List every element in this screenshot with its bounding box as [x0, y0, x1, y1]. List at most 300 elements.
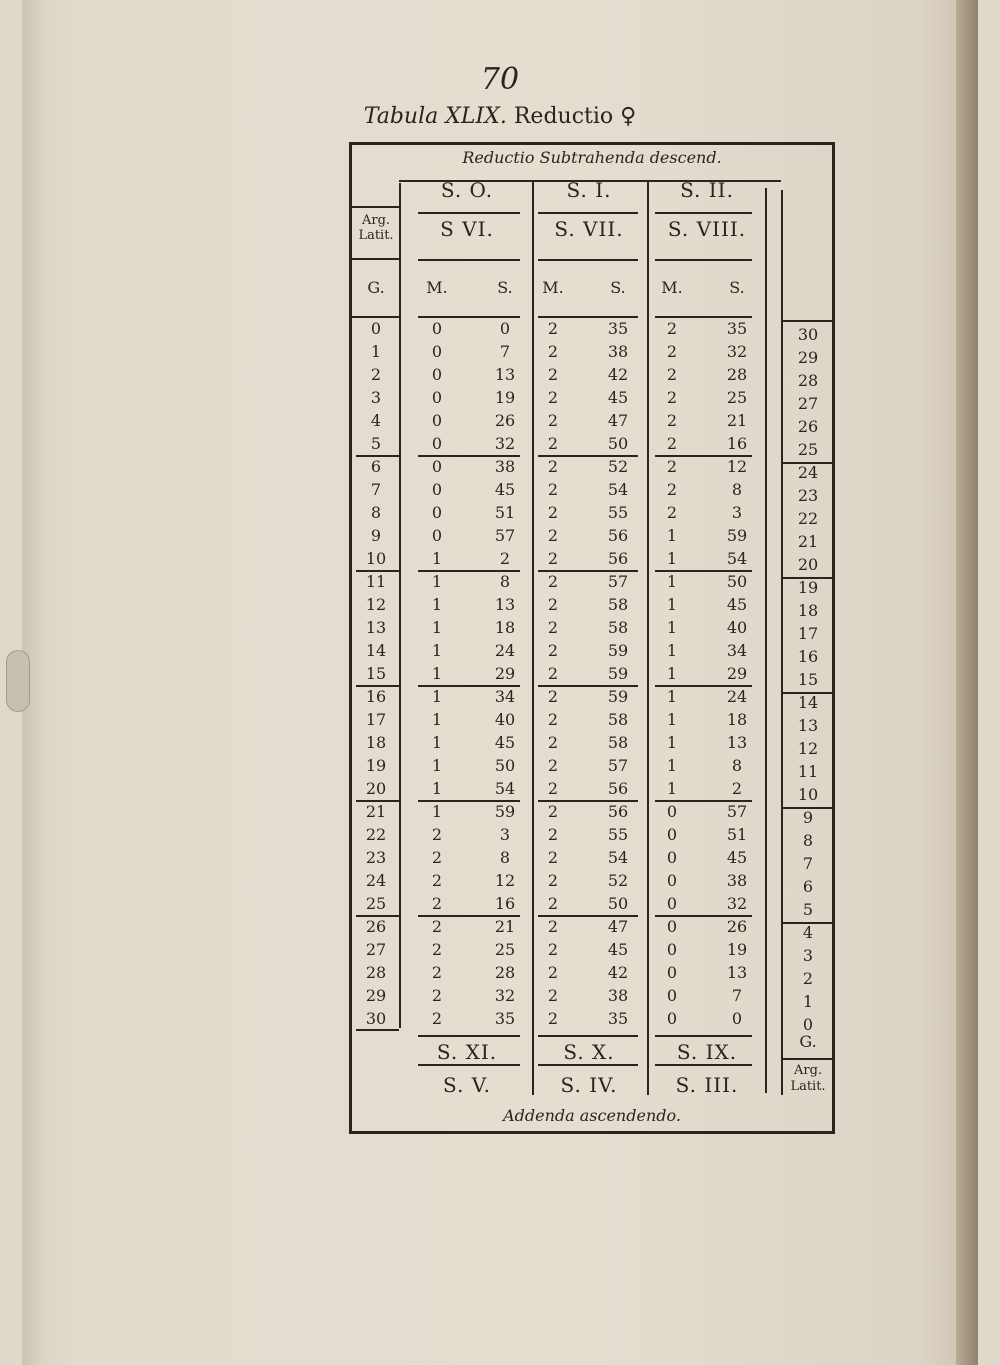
seconds-value: 19	[726, 940, 748, 959]
minutes-value: 0	[431, 365, 443, 384]
seconds-value: 34	[726, 641, 748, 660]
arg-degree: 3	[370, 388, 382, 407]
minutes-value: 0	[431, 526, 443, 545]
seconds-value: 8	[731, 480, 743, 499]
minutes-value: 1	[431, 802, 443, 821]
arg-degree: 14	[365, 641, 387, 660]
seconds-value: 45	[726, 848, 748, 867]
data-end-rule	[655, 1035, 752, 1037]
minutes-value: 2	[666, 411, 678, 430]
minutes-value: 1	[431, 641, 443, 660]
minutes-value: 1	[431, 618, 443, 637]
seconds-value: 8	[731, 756, 743, 775]
minutes-value: 2	[431, 986, 443, 1005]
seconds-value: 38	[726, 871, 748, 890]
seconds-value: 54	[726, 549, 748, 568]
right-degrees-header: G.	[799, 1032, 817, 1051]
minutes-value: 2	[547, 411, 559, 430]
sign-top-1: S. O.	[440, 178, 494, 202]
arg-degree: 22	[365, 825, 387, 844]
minutes-value: 0	[666, 802, 678, 821]
header-rule	[655, 316, 752, 318]
seconds-value: 28	[726, 365, 748, 384]
sign-bottom-1: S. X.	[563, 1040, 615, 1064]
minutes-value: 2	[547, 549, 559, 568]
arg-degree: 16	[365, 687, 387, 706]
minutes-value: 0	[666, 1009, 678, 1028]
seconds-value: 59	[726, 526, 748, 545]
minutes-value: 2	[547, 434, 559, 453]
seconds-value: 57	[607, 756, 629, 775]
minutes-value: 1	[431, 687, 443, 706]
minutes-value: 2	[547, 848, 559, 867]
minutes-value: 0	[666, 871, 678, 890]
arg-degree-ascending: 21	[797, 532, 819, 551]
minutes-value: 2	[666, 342, 678, 361]
minutes-value: 2	[547, 986, 559, 1005]
seconds-value: 45	[726, 595, 748, 614]
minutes-value: 2	[431, 963, 443, 982]
arg-degree: 1	[370, 342, 382, 361]
minutes-value: 1	[431, 779, 443, 798]
arg-degree: 19	[365, 756, 387, 775]
seconds-value: 51	[726, 825, 748, 844]
seconds-value: 55	[607, 503, 629, 522]
arg-degree-ascending: 6	[802, 877, 814, 896]
minutes-value: 0	[431, 480, 443, 499]
minutes-header: M.	[661, 278, 683, 297]
seconds-value: 25	[726, 388, 748, 407]
minutes-value: 1	[666, 618, 678, 637]
sign-bottom-2: S. V.	[442, 1073, 492, 1097]
seconds-value: 42	[607, 365, 629, 384]
arg-degree: 9	[370, 526, 382, 545]
minutes-value: 2	[547, 963, 559, 982]
sign-top-2: S. VIII.	[667, 217, 747, 241]
minutes-value: 2	[547, 388, 559, 407]
group-rule-2	[647, 180, 649, 1095]
arg-degree-ascending: 18	[797, 601, 819, 620]
minutes-value: 0	[431, 388, 443, 407]
seconds-value: 57	[494, 526, 516, 545]
arg-degree-ascending: 13	[797, 716, 819, 735]
minutes-value: 2	[666, 319, 678, 338]
minutes-value: 1	[431, 710, 443, 729]
right-header-rule	[781, 320, 835, 322]
seconds-value: 45	[607, 388, 629, 407]
minutes-value: 0	[431, 411, 443, 430]
seconds-header: S.	[729, 278, 745, 297]
minutes-header: M.	[542, 278, 564, 297]
arg-degree: 11	[365, 572, 387, 591]
seconds-value: 35	[607, 319, 629, 338]
minutes-value: 1	[666, 595, 678, 614]
seconds-value: 56	[607, 526, 629, 545]
seconds-value: 59	[607, 641, 629, 660]
sign-bottom-rule	[655, 1064, 752, 1066]
minutes-value: 1	[666, 756, 678, 775]
right-header-rule	[781, 1058, 835, 1060]
seconds-value: 21	[726, 411, 748, 430]
minutes-value: 0	[431, 319, 443, 338]
minutes-value: 0	[431, 434, 443, 453]
minutes-value: 0	[431, 503, 443, 522]
seconds-value: 8	[499, 848, 511, 867]
minutes-value: 2	[431, 917, 443, 936]
seconds-value: 32	[726, 342, 748, 361]
minutes-value: 2	[431, 1009, 443, 1028]
minutes-value: 1	[431, 595, 443, 614]
header-rule	[418, 316, 520, 318]
seconds-value: 55	[607, 825, 629, 844]
seconds-value: 35	[494, 1009, 516, 1028]
seconds-value: 59	[607, 664, 629, 683]
seconds-value: 56	[607, 549, 629, 568]
seconds-value: 13	[726, 733, 748, 752]
arg-degree-ascending: 22	[797, 509, 819, 528]
arg-degree-ascending: 2	[802, 969, 814, 988]
seconds-value: 59	[494, 802, 516, 821]
arg-degree-ascending: 24	[797, 463, 819, 482]
seconds-value: 25	[494, 940, 516, 959]
seconds-value: 54	[607, 480, 629, 499]
left-header-rule	[349, 316, 399, 318]
seconds-value: 54	[494, 779, 516, 798]
seconds-value: 35	[607, 1009, 629, 1028]
minutes-value: 1	[666, 710, 678, 729]
seconds-value: 40	[726, 618, 748, 637]
arg-degree: 4	[370, 411, 382, 430]
data-end-rule	[356, 1029, 399, 1031]
left-header-rule	[349, 206, 399, 208]
seconds-value: 50	[607, 894, 629, 913]
seconds-value: 51	[494, 503, 516, 522]
minutes-value: 2	[547, 687, 559, 706]
seconds-value: 7	[731, 986, 743, 1005]
minutes-value: 1	[666, 687, 678, 706]
sign-underline	[655, 259, 752, 261]
table-frame	[349, 142, 835, 1134]
arg-degree-ascending: 0	[802, 1015, 814, 1034]
minutes-value: 2	[547, 917, 559, 936]
seconds-value: 56	[607, 779, 629, 798]
minutes-value: 2	[547, 342, 559, 361]
minutes-value: 0	[666, 917, 678, 936]
minutes-value: 0	[431, 342, 443, 361]
seconds-value: 58	[607, 733, 629, 752]
seconds-header: S.	[610, 278, 626, 297]
minutes-value: 2	[666, 480, 678, 499]
seconds-value: 52	[607, 871, 629, 890]
seconds-value: 57	[726, 802, 748, 821]
left-header-rule	[349, 258, 399, 260]
sign-top-2: S. VII.	[554, 217, 624, 241]
seconds-value: 3	[731, 503, 743, 522]
minutes-value: 2	[666, 434, 678, 453]
minutes-value: 2	[666, 457, 678, 476]
seconds-value: 13	[726, 963, 748, 982]
arg-degree: 21	[365, 802, 387, 821]
arg-degree: 5	[370, 434, 382, 453]
arg-degree: 0	[370, 319, 382, 338]
minutes-value: 1	[666, 572, 678, 591]
seconds-value: 24	[494, 641, 516, 660]
seconds-value: 47	[607, 917, 629, 936]
book-spine	[956, 0, 978, 1365]
seconds-value: 38	[494, 457, 516, 476]
seconds-value: 16	[494, 894, 516, 913]
arg-degree: 29	[365, 986, 387, 1005]
arg-degree: 15	[365, 664, 387, 683]
sign-bottom-rule	[538, 1064, 638, 1066]
seconds-value: 12	[726, 457, 748, 476]
arg-label: Arg.	[361, 213, 391, 228]
seconds-value: 28	[494, 963, 516, 982]
sign-underline	[418, 212, 520, 214]
seconds-value: 45	[494, 733, 516, 752]
arg-degree-ascending: 28	[797, 371, 819, 390]
sign-bottom-2: S. IV.	[560, 1073, 618, 1097]
seconds-value: 32	[726, 894, 748, 913]
arg-degree-ascending: 1	[802, 992, 814, 1011]
seconds-value: 38	[607, 986, 629, 1005]
arg-degree-ascending: 10	[797, 785, 819, 804]
group-rule-1	[532, 180, 534, 1095]
minutes-value: 1	[666, 733, 678, 752]
seconds-value: 16	[726, 434, 748, 453]
minutes-value: 2	[547, 480, 559, 499]
arg-degree-ascending: 26	[797, 417, 819, 436]
minutes-value: 2	[547, 664, 559, 683]
sign-underline	[538, 212, 638, 214]
minutes-value: 1	[431, 733, 443, 752]
seconds-value: 35	[726, 319, 748, 338]
right-column-rule	[765, 188, 767, 1093]
seconds-value: 29	[726, 664, 748, 683]
arg-degree-ascending: 7	[802, 854, 814, 873]
arg-degree: 12	[365, 595, 387, 614]
seconds-value: 47	[607, 411, 629, 430]
sign-top-1: S. I.	[566, 178, 612, 202]
sign-bottom-1: S. IX.	[676, 1040, 738, 1064]
seconds-value: 2	[731, 779, 743, 798]
minutes-value: 2	[547, 871, 559, 890]
seconds-value: 26	[494, 411, 516, 430]
minutes-value: 2	[431, 825, 443, 844]
minutes-value: 1	[431, 664, 443, 683]
minutes-value: 2	[547, 1009, 559, 1028]
arg-degree-ascending: 27	[797, 394, 819, 413]
arg-degree-ascending: 9	[802, 808, 814, 827]
seconds-value: 54	[607, 848, 629, 867]
minutes-value: 0	[666, 940, 678, 959]
arg-degree-ascending: 19	[797, 578, 819, 597]
seconds-value: 50	[494, 756, 516, 775]
left-column-rule	[399, 183, 401, 1028]
minutes-value: 2	[547, 595, 559, 614]
minutes-value: 2	[547, 365, 559, 384]
seconds-value: 58	[607, 618, 629, 637]
table-title	[0, 104, 1000, 129]
arg-degree-ascending: 25	[797, 440, 819, 459]
minutes-value: 1	[431, 572, 443, 591]
data-end-rule	[418, 1035, 520, 1037]
venus-symbol-icon: ♀	[620, 104, 637, 129]
minutes-value: 2	[431, 894, 443, 913]
minutes-value: 0	[431, 457, 443, 476]
arg-degree-ascending: 5	[802, 900, 814, 919]
minutes-value: 2	[547, 894, 559, 913]
seconds-value: 56	[607, 802, 629, 821]
arg-degree-ascending: 30	[797, 325, 819, 344]
seconds-value: 18	[494, 618, 516, 637]
minutes-value: 2	[547, 618, 559, 637]
seconds-value: 50	[726, 572, 748, 591]
arg-degree: 23	[365, 848, 387, 867]
minutes-value: 1	[666, 779, 678, 798]
sign-underline	[538, 259, 638, 261]
arg-degree: 27	[365, 940, 387, 959]
seconds-value: 59	[607, 687, 629, 706]
arg-degree-ascending: 17	[797, 624, 819, 643]
right-outer-rule	[781, 190, 783, 1095]
arg-degree: 6	[370, 457, 382, 476]
minutes-value: 2	[547, 503, 559, 522]
minutes-value: 1	[666, 549, 678, 568]
seconds-value: 34	[494, 687, 516, 706]
seconds-value: 0	[499, 319, 511, 338]
seconds-value: 38	[607, 342, 629, 361]
minutes-value: 0	[666, 963, 678, 982]
seconds-header: S.	[497, 278, 513, 297]
arg-degree-ascending: 14	[797, 693, 819, 712]
page-clip	[6, 650, 30, 712]
table-title-text: Reductio	[513, 104, 614, 129]
sign-top-2: S VI.	[440, 217, 494, 241]
seconds-value: 40	[494, 710, 516, 729]
seconds-value: 18	[726, 710, 748, 729]
minutes-value: 2	[547, 733, 559, 752]
arg-degree-ascending: 29	[797, 348, 819, 367]
minutes-value: 2	[431, 848, 443, 867]
minutes-value: 1	[431, 756, 443, 775]
sign-underline	[418, 259, 520, 261]
arg-degree-ascending: 4	[802, 923, 814, 942]
seconds-value: 13	[494, 595, 516, 614]
arg-degree-ascending: 15	[797, 670, 819, 689]
seconds-value: 8	[499, 572, 511, 591]
seconds-value: 45	[607, 940, 629, 959]
seconds-value: 52	[607, 457, 629, 476]
minutes-value: 2	[431, 871, 443, 890]
arg-degree: 10	[365, 549, 387, 568]
arg-degree-ascending: 12	[797, 739, 819, 758]
minutes-value: 1	[666, 526, 678, 545]
arg-degree: 8	[370, 503, 382, 522]
seconds-value: 24	[726, 687, 748, 706]
data-end-rule	[538, 1035, 638, 1037]
minutes-value: 1	[666, 641, 678, 660]
seconds-value: 7	[499, 342, 511, 361]
arg-degree: 7	[370, 480, 382, 499]
seconds-value: 32	[494, 434, 516, 453]
seconds-value: 12	[494, 871, 516, 890]
arg-degree: 20	[365, 779, 387, 798]
minutes-value: 2	[547, 526, 559, 545]
arg-degree: 13	[365, 618, 387, 637]
seconds-value: 2	[499, 549, 511, 568]
minutes-value: 0	[666, 848, 678, 867]
table-title-prefix: Tabula XLIX.	[363, 104, 507, 129]
minutes-header: M.	[426, 278, 448, 297]
arg-degree-ascending: 11	[797, 762, 819, 781]
sign-underline	[655, 212, 752, 214]
seconds-value: 58	[607, 710, 629, 729]
minutes-value: 2	[547, 641, 559, 660]
arg-degree: 26	[365, 917, 387, 936]
minutes-value: 2	[547, 710, 559, 729]
sign-bottom-1: S. XI.	[436, 1040, 498, 1064]
minutes-value: 2	[666, 503, 678, 522]
minutes-value: 2	[547, 940, 559, 959]
arg-degree: 30	[365, 1009, 387, 1028]
minutes-value: 2	[547, 779, 559, 798]
minutes-value: 0	[666, 986, 678, 1005]
minutes-value: 2	[547, 802, 559, 821]
seconds-value: 13	[494, 365, 516, 384]
arg-degree: 25	[365, 894, 387, 913]
arg-degree-ascending: 8	[802, 831, 814, 850]
seconds-value: 21	[494, 917, 516, 936]
sign-top-1: S. II.	[680, 178, 734, 202]
arg-degree-ascending: 16	[797, 647, 819, 666]
minutes-value: 1	[666, 664, 678, 683]
minutes-value: 0	[666, 894, 678, 913]
seconds-value: 58	[607, 595, 629, 614]
right-arg-label: Arg.	[793, 1063, 823, 1078]
degrees-header: G.	[367, 278, 385, 297]
caption-bottom: Addenda ascendendo.	[503, 1106, 681, 1125]
sign-bottom-2: S. III.	[675, 1073, 739, 1097]
arg-degree: 28	[365, 963, 387, 982]
arg-degree: 18	[365, 733, 387, 752]
seconds-value: 19	[494, 388, 516, 407]
page-number: 70	[480, 62, 520, 97]
minutes-value: 2	[547, 457, 559, 476]
minutes-value: 2	[666, 365, 678, 384]
arg-degree-ascending: 20	[797, 555, 819, 574]
seconds-value: 57	[607, 572, 629, 591]
seconds-value: 42	[607, 963, 629, 982]
seconds-value: 26	[726, 917, 748, 936]
minutes-value: 2	[547, 319, 559, 338]
minutes-value: 2	[547, 756, 559, 775]
arg-degree-ascending: 3	[802, 946, 814, 965]
seconds-value: 29	[494, 664, 516, 683]
seconds-value: 3	[499, 825, 511, 844]
minutes-value: 2	[666, 388, 678, 407]
minutes-value: 2	[547, 825, 559, 844]
latit-label: Latit.	[358, 228, 394, 243]
header-rule	[538, 316, 638, 318]
arg-degree: 2	[370, 365, 382, 384]
minutes-value: 0	[666, 825, 678, 844]
arg-degree: 24	[365, 871, 387, 890]
right-latit-label: Latit.	[790, 1079, 826, 1094]
seconds-value: 50	[607, 434, 629, 453]
arg-degree-ascending: 23	[797, 486, 819, 505]
seconds-value: 45	[494, 480, 516, 499]
